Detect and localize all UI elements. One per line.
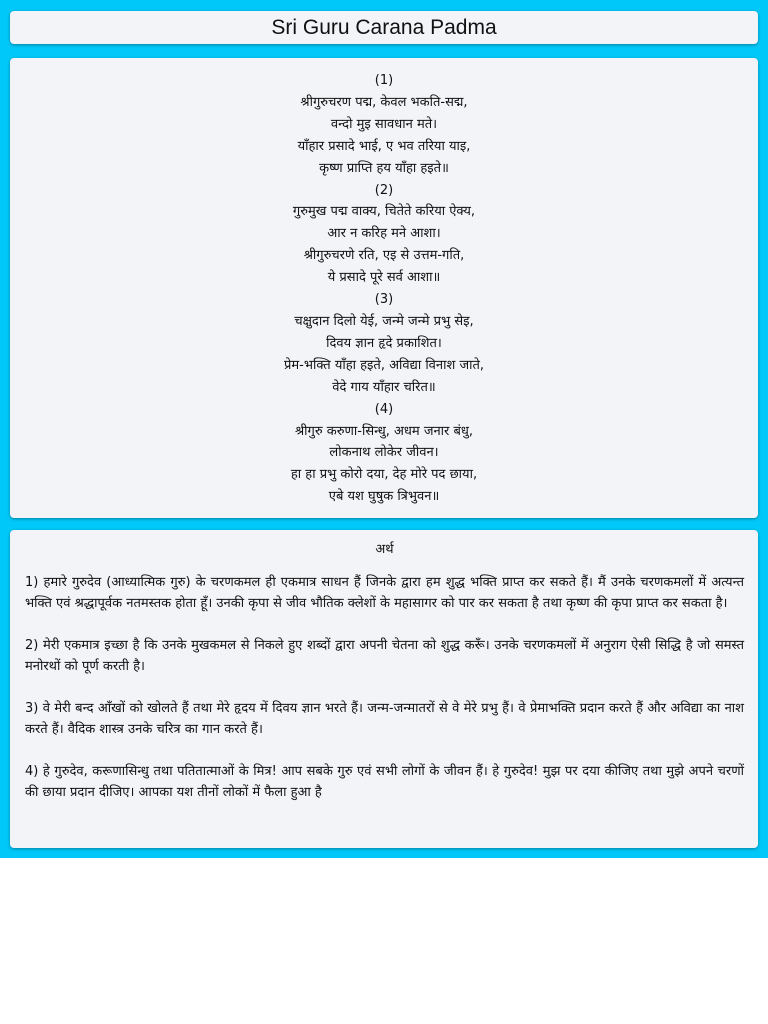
title-card: [10, 11, 758, 44]
verse-number: (4): [374, 401, 394, 417]
page-title: Sri Guru Carana Padma: [271, 15, 497, 39]
verse-line: गुरुमुख पद्म वाक्य, चितेते करिया ऐक्य,: [292, 204, 476, 220]
verse-number: (2): [374, 182, 394, 198]
meaning-paragraph: 1) हमारे गुरुदेव (आध्यात्मिक गुरु) के चरणकमल ही एकमात्र साधन हैं जिनके द्वारा हम शुद्ध भक्ति प्राप्त कर सकते हैं। मैं उनके चरणकमलों में अत्यन्त भक्ति एवं श्रद्धापूर्वक नतमस्तक होता हूँ। उनकी कृपा से जीव भौतिक क्लेशों के महासागर को पार कर सकता है तथा कृष्ण की कृपा प्राप्त कर सकता है।: [25, 575, 744, 611]
verse-card: [10, 58, 758, 518]
verse-line: प्रेम-भक्ति याँहा हइते, अविद्या विनाश जाते,: [283, 357, 485, 373]
meaning-paragraph: 2) मेरी एकमात्र इच्छा है कि उनके मुखकमल से निकले हुए शब्दों द्वारा अपनी चेतना को शुद्ध करूँ। उनके चरणकमलों में अनुराग ऐसी सिद्धि है जो समस्त मनोरथों को पूर्ण करती है।: [25, 638, 744, 674]
verse-line: कृष्ण प्राप्ति हय याँहा हइते॥: [319, 160, 449, 176]
verse-line: श्रीगुरुचरणे रति, एइ से उत्तम-गति,: [303, 248, 465, 264]
verse-line: श्रीगुरुचरण पद्म, केवल भकति-सद्म,: [300, 94, 468, 110]
verse-line: वन्दो मुइ सावधान मते।: [330, 116, 438, 132]
verse-number: (1): [374, 73, 394, 88]
verse-line: वेदे गाय याँहार चरित॥: [332, 379, 436, 395]
meaning-card: [10, 530, 758, 848]
verse-line: हा हा प्रभु कोरो दया, देह मोरे पद छाया,: [290, 467, 478, 483]
verse-line: याँहार प्रसादे भाई, ए भव तरिया याइ,: [297, 138, 471, 154]
verse-line: एबे यश घुषुक त्रिभुवन॥: [328, 489, 440, 505]
verse-line: ये प्रसादे पूरे सर्व आशा॥: [327, 270, 441, 286]
meaning-paragraph: 4) हे गुरुदेव, करूणासिन्धु तथा पतितात्माओं के मित्र! आप सबके गुरु एवं सभी लोगों के जीवन हैं। हे गुरुदेव! मुझ पर दया कीजिए तथा मुझे अपने चरणों की छाया प्रदान दीजिए। आपका यश तीनों लोकों में फैला हुआ है: [25, 764, 744, 800]
verse-line: श्रीगुरु करुणा-सिन्धु, अधम जनार बंधु,: [294, 423, 474, 439]
verse-number: (3): [374, 292, 394, 308]
meaning-paragraph: 3) वे मेरी बन्द आँखों को खोलते हैं तथा मेरे हृदय में दिवय ज्ञान भरते हैं। जन्म-जन्मातरों से वे मेरे प्रभु हैं। वे प्रेमाभक्ति प्रदान करते हैं और अविद्या का नाश करते हैं। वैदिक शास्त्र उनके चरित्र का गान करते हैं।: [25, 701, 744, 737]
verse-line: आर न करिह मने आशा।: [327, 226, 441, 242]
verse-line: दिवय ज्ञान हृदे प्रकाशित।: [326, 335, 442, 351]
verse-line: चक्षुदान दिलो येई, जन्मे जन्मे प्रभु सेइ,: [294, 313, 474, 329]
meaning-heading: अर्थ: [375, 542, 394, 557]
verse-line: लोकनाथ लोकेर जीवन।: [329, 445, 439, 461]
